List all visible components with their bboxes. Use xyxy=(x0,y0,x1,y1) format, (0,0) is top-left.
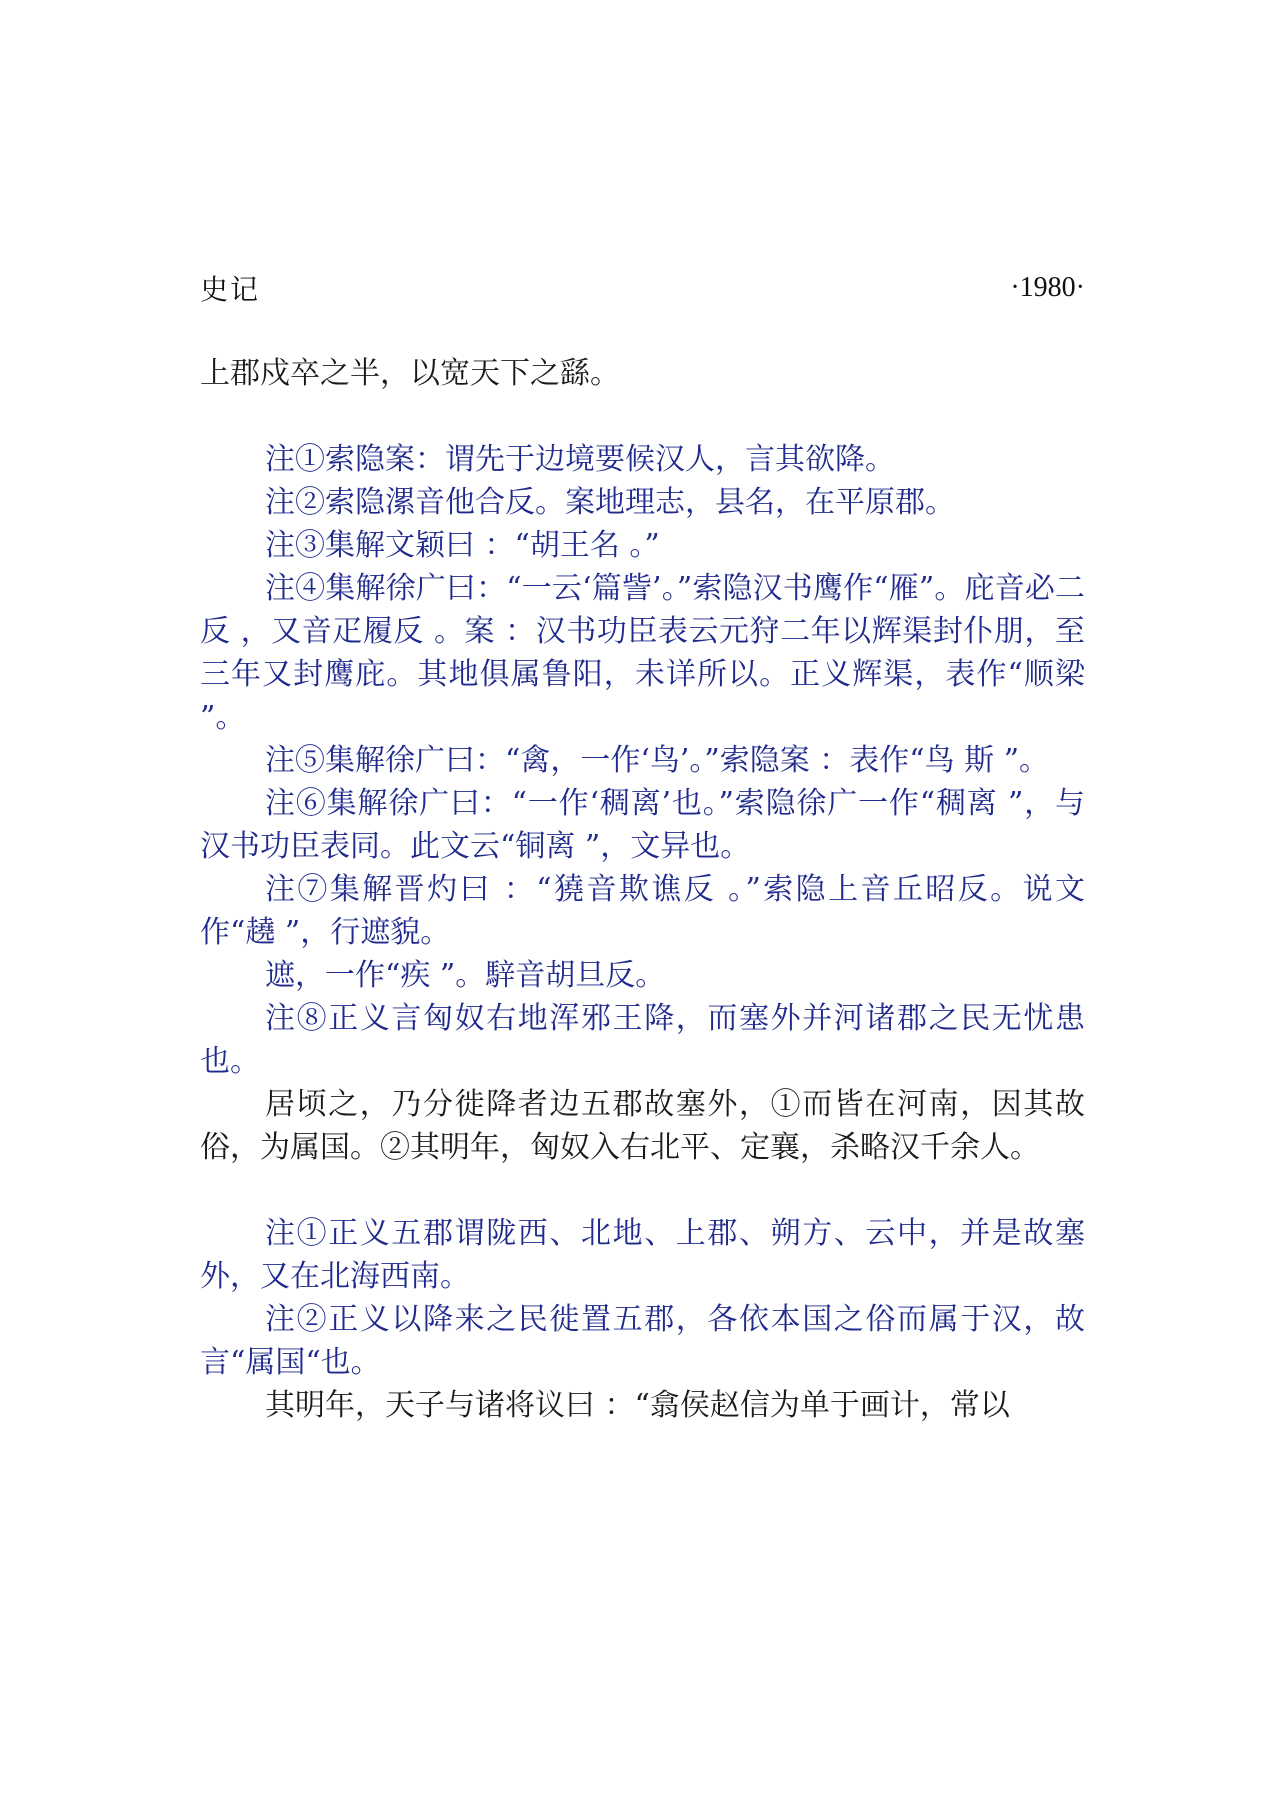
page-content xyxy=(200,352,1095,1427)
note-paragraph: 注⑦集解晋灼曰 ：“獟音欺谯反 。”索隐上音丘昭反。说文作“趬 ”，行遮貌。 xyxy=(200,872,1085,950)
note-paragraph: 注③集解文颖曰 ：“胡王名 。” xyxy=(265,528,660,563)
note-paragraph: 注②索隐漯音他合反。案地理志，县名，在平原郡。 xyxy=(265,485,955,520)
note-paragraph: 注⑥集解徐广曰：“一作‘稠离’也。”索隐徐广一作“稠离 ”，与汉书功臣表同。此文云“铜离 ”，文异也。 xyxy=(200,786,1085,864)
note-paragraph: 注⑧正义言匈奴右地浑邪王降，而塞外并河诸郡之民无忧患也。 xyxy=(200,1001,1085,1079)
body-paragraph: 其明年，天子与诸将议曰 ：“翕侯赵信为单于画计，常以 xyxy=(265,1388,1010,1423)
page-number: ·1980· xyxy=(1010,272,1085,303)
note-paragraph: 遮，一作“疾 ”。騂音胡旦反。 xyxy=(265,958,666,993)
note-paragraph: 注①正义五郡谓陇西、北地、上郡、朔方、云中，并是故塞外，又在北海西南。 xyxy=(200,1216,1085,1294)
body-paragraph: 上郡戍卒之半，以宽天下之繇。 xyxy=(200,356,620,391)
note-paragraph: 注④集解徐广曰：“一云‘篇訾’。”索隐汉书鹰作“雁”。庇音必二反 ，又音疋履反 。案 ：汉书功臣表云元狩二年以辉渠封仆朋，至三年又封鹰庇。其地俱属鲁阳，未详所以。正义辉渠，表作“顺梁 ”。 xyxy=(200,571,1095,735)
note-paragraph: 注②正义以降来之民徙置五郡，各依本国之俗而属于汉，故言“属国“也。 xyxy=(200,1302,1085,1380)
page-header xyxy=(200,268,1085,308)
body-paragraph: 居顷之，乃分徙降者边五郡故塞外，①而皆在河南，因其故俗，为属国。②其明年，匈奴入右北平、定襄，杀略汉千余人。 xyxy=(200,1087,1085,1165)
note-paragraph: 注①索隐案：谓先于边境要候汉人，言其欲降。 xyxy=(265,442,895,477)
note-paragraph: 注⑤集解徐广曰：“禽，一作‘鸟’。”索隐案 ：表作“鸟 斯 ”。 xyxy=(265,743,1050,778)
book-title: 史记 xyxy=(200,273,261,306)
